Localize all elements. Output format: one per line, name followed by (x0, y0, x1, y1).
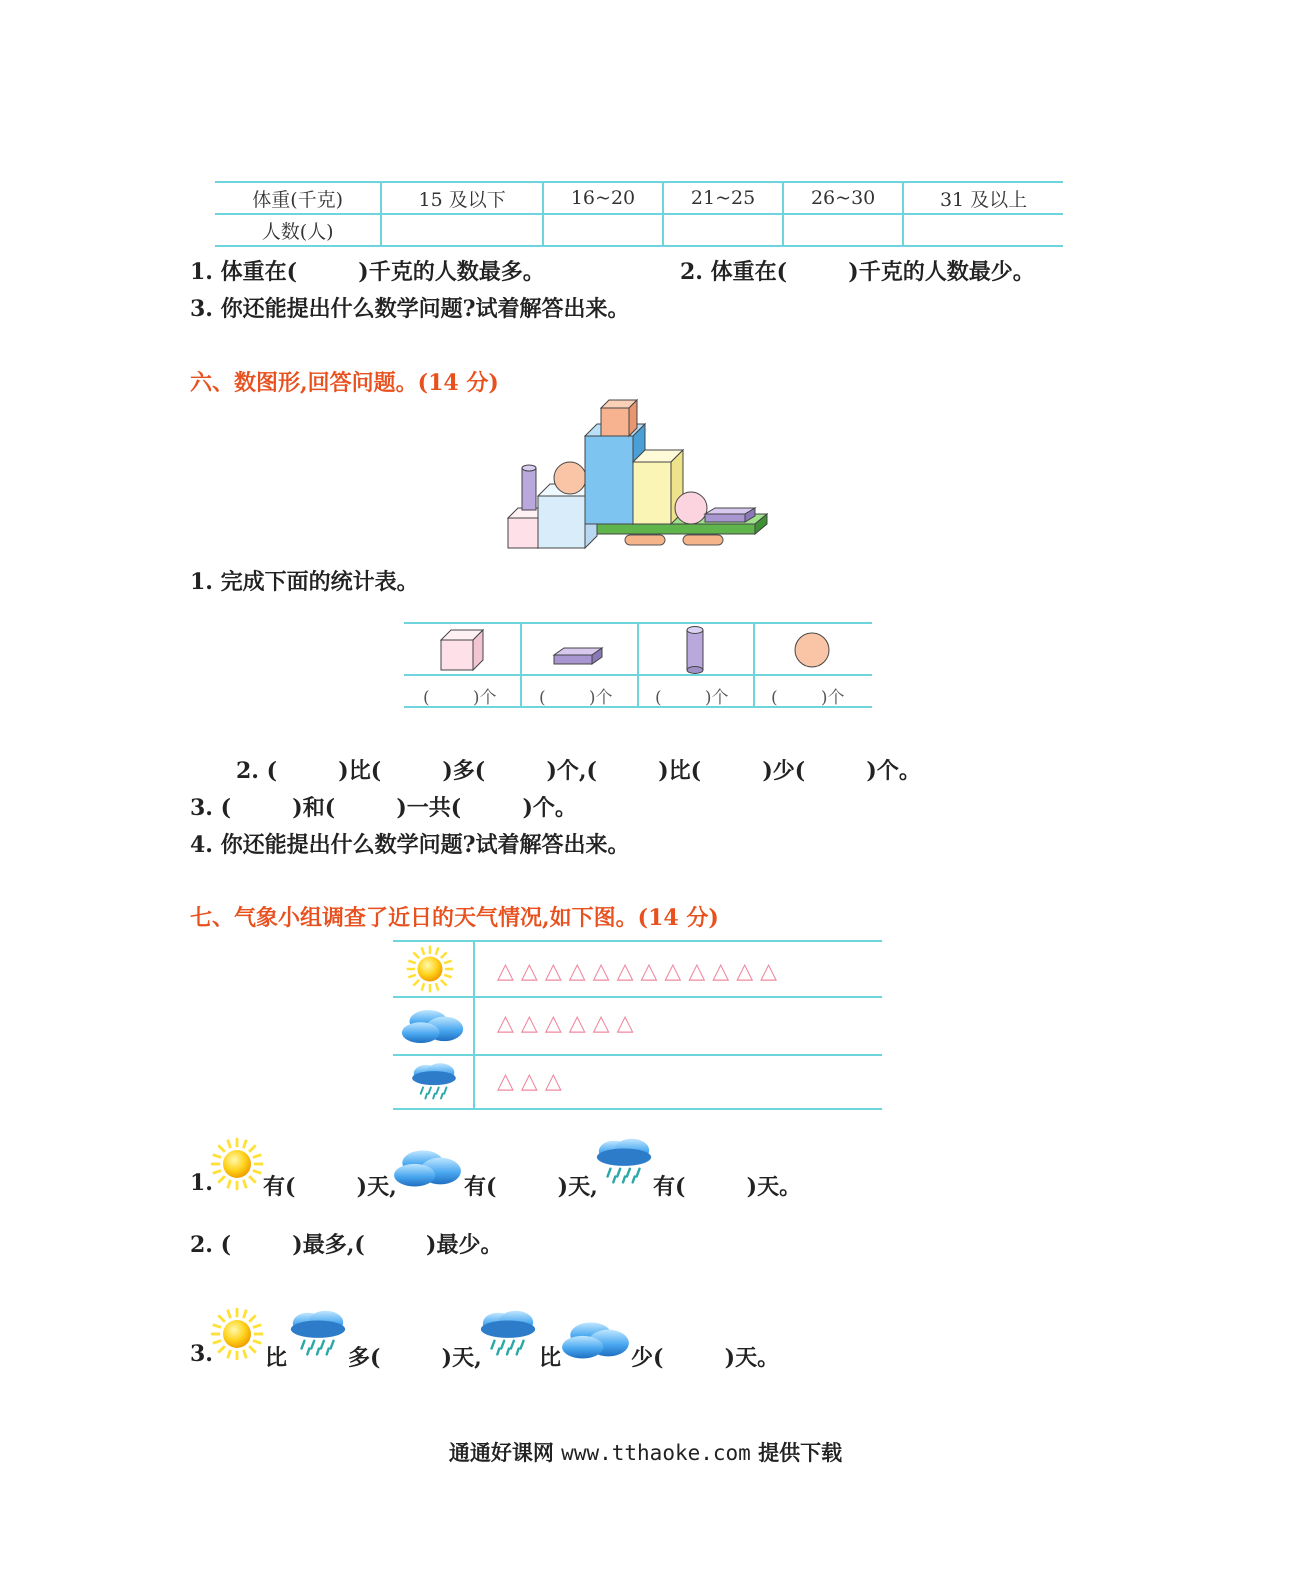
cube-count[interactable]: ( )个 (423, 688, 497, 708)
question-extra-problem-2: 4. 你还能提出什么数学问题?试着解答出来。 (190, 832, 630, 858)
sunny-icon (208, 1136, 266, 1192)
sunny-icon (404, 944, 456, 994)
sunny-days-blank: 有( )天, (263, 1174, 397, 1200)
cylinder-count[interactable]: ( )个 (655, 688, 729, 708)
weight-table (215, 181, 1063, 247)
shapes-illustration (505, 398, 771, 553)
section-seven-title: 七、气象小组调查了近日的天气情况,如下图。(14 分) (190, 905, 719, 931)
people-count-cell[interactable] (663, 214, 783, 246)
rainy-tally: △△△ (497, 1069, 569, 1094)
cloudy-icon (400, 1006, 466, 1048)
cloudy-icon (392, 1146, 464, 1192)
sphere-icon (793, 631, 831, 669)
weight-range-5: 31 及以上 (903, 182, 1063, 214)
question-total: 3. ( )和( )一共( )个。 (190, 795, 577, 821)
q7-3-number: 3. (190, 1341, 213, 1367)
sunny-icon (208, 1306, 266, 1362)
cuboid-icon (552, 645, 604, 667)
q7-1-number: 1. (190, 1170, 213, 1196)
question-extra-problem: 3. 你还能提出什么数学问题?试着解答出来。 (190, 296, 630, 322)
question-least-weight: 2. 体重在( )千克的人数最少。 (680, 259, 1035, 285)
people-count-cell[interactable] (903, 214, 1063, 246)
rainy-icon (287, 1308, 349, 1360)
people-count-header: 人数(人) (215, 214, 381, 246)
weight-range-1: 15 及以下 (381, 182, 543, 214)
question-compare: 2. ( )比( )多( )个,( )比( )少( )个。 (236, 758, 921, 784)
people-count-cell[interactable] (381, 214, 543, 246)
people-count-cell[interactable] (783, 214, 903, 246)
footer-site: 通通好课网 (448, 1440, 554, 1465)
weight-range-2: 16~20 (543, 182, 663, 214)
section-six-title: 六、数图形,回答问题。(14 分) (190, 370, 499, 396)
sunny-tally: △△△△△△△△△△△△ (497, 959, 785, 984)
sphere-count[interactable]: ( )个 (771, 688, 845, 708)
q7-3-compare-word-2: 比 (539, 1345, 562, 1371)
cylinder-icon (684, 625, 706, 675)
question-most-least-weather: 2. ( )最多,( )最少。 (190, 1232, 503, 1258)
cloudy-tally: △△△△△△ (497, 1011, 641, 1036)
cuboid-count[interactable]: ( )个 (539, 688, 613, 708)
weight-range-4: 26~30 (783, 182, 903, 214)
footer-url[interactable]: www.tthaoke.com (561, 1441, 751, 1465)
weight-header: 体重(千克) (215, 182, 381, 214)
question-most-weight: 1. 体重在( )千克的人数最多。 (190, 259, 545, 285)
question-complete-table: 1. 完成下面的统计表。 (190, 569, 419, 595)
cube-icon (438, 626, 486, 672)
rainy-icon (593, 1136, 655, 1188)
q7-3-compare-word-1: 比 (265, 1345, 288, 1371)
footer (0, 1437, 1291, 1467)
cloudy-icon (560, 1318, 632, 1364)
rainy-days-blank: 有( )天。 (653, 1174, 802, 1200)
people-count-cell[interactable] (543, 214, 663, 246)
footer-tail: 提供下载 (758, 1440, 843, 1465)
rainy-icon (477, 1308, 539, 1360)
cloudy-days-blank: 有( )天, (464, 1174, 598, 1200)
rainy-icon (409, 1061, 459, 1103)
q7-3-less-blank: 少( )天。 (631, 1345, 780, 1371)
q7-3-more-blank: 多( )天, (348, 1345, 482, 1371)
weight-range-3: 21~25 (663, 182, 783, 214)
